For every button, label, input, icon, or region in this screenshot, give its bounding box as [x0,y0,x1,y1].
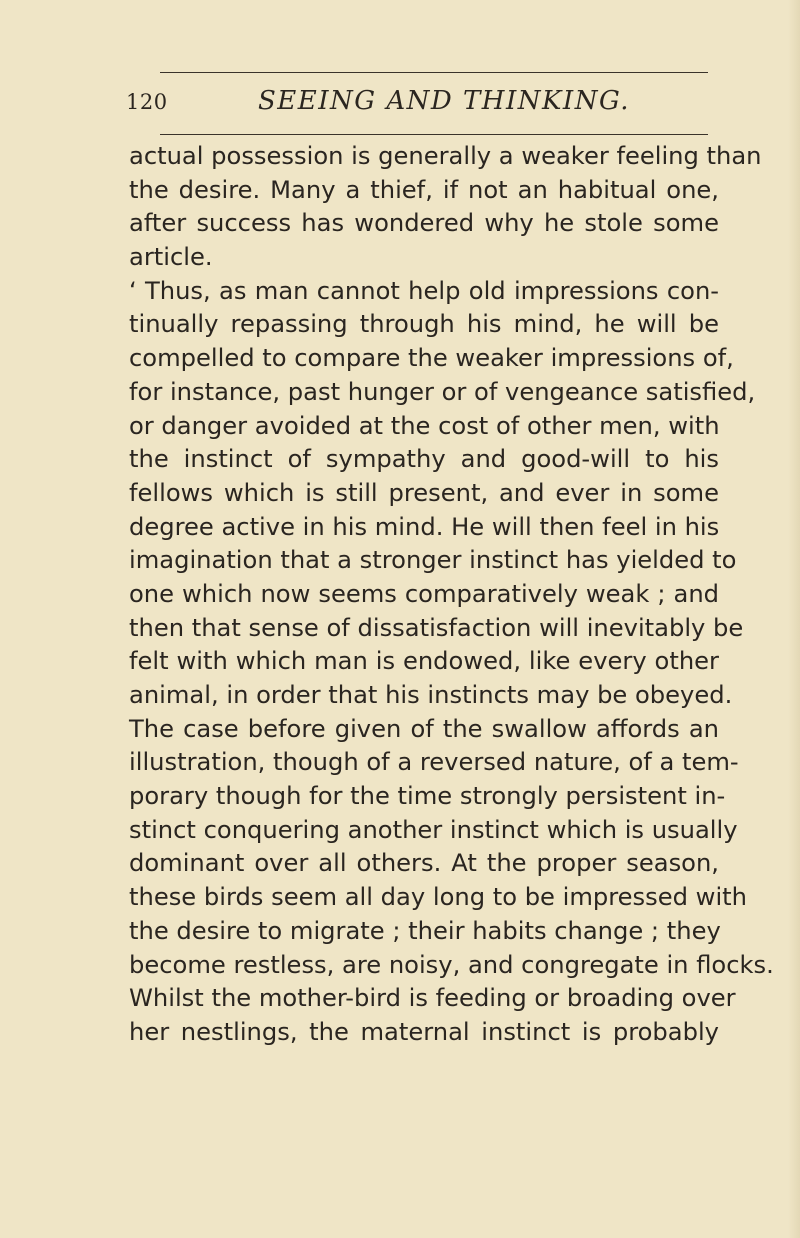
text-line: article. [129,243,213,272]
page-edge-shadow [788,0,800,1238]
text-line: animal, in order that his instincts may be obeyed. [129,681,733,709]
text-line: degree active in his mind. He will then feel in his [129,512,720,541]
text-line: The case before given of the swallow affords an [129,714,719,743]
running-head [126,84,716,124]
text-line: then that sense of dissatisfaction will inevitably be [129,613,744,642]
text-line: become restless, are noisy, and congregate in flocks. [129,950,774,979]
text-line: her nestlings, the maternal instinct is probably [129,1017,719,1046]
text-line: the desire to migrate ; their habits change ; they [129,916,721,945]
text-line: illustration, though of a reversed nature, of a tem- [129,748,739,777]
text-line: stinct conquering another instinct which is usually [129,815,738,844]
body-text [129,140,774,1050]
text-line: ‘ Thus, as man cannot help old impressions con- [129,276,719,305]
text-line: felt with which man is endowed, like every other [129,647,719,676]
header-top-rule [160,72,708,73]
text-line: porary though for the time strongly persistent in- [129,782,726,811]
text-line: dominant over all others. At the proper season, [129,849,719,878]
text-line: the instinct of sympathy and good-will to his [129,445,719,474]
text-line: after success has wondered why he stole some [129,209,719,238]
text-line: or danger avoided at the cost of other men, with [129,411,720,440]
text-line: actual possession is generally a weaker feeling than [129,142,762,170]
text-line: the desire. Many a thief, if not an habitual one, [129,175,719,204]
text-line: one which now seems comparatively weak ; and [129,579,719,608]
text-line: imagination that a stronger instinct has yielded to [129,546,737,575]
text-line: fellows which is still present, and ever in some [129,478,719,507]
text-line: for instance, past hunger or of vengeance satisfied, [129,377,756,406]
header-bottom-rule [160,134,708,135]
page-number: 120 [126,90,168,114]
text-line: these birds seem all day long to be impressed with [129,883,747,912]
text-line: tinually repassing through his mind, he will be [129,310,719,339]
text-line: compelled to compare the weaker impressions of, [129,344,734,373]
running-title: SEEING AND THINKING. [258,86,631,116]
text-line: Whilst the mother-bird is feeding or broading over [129,984,736,1013]
